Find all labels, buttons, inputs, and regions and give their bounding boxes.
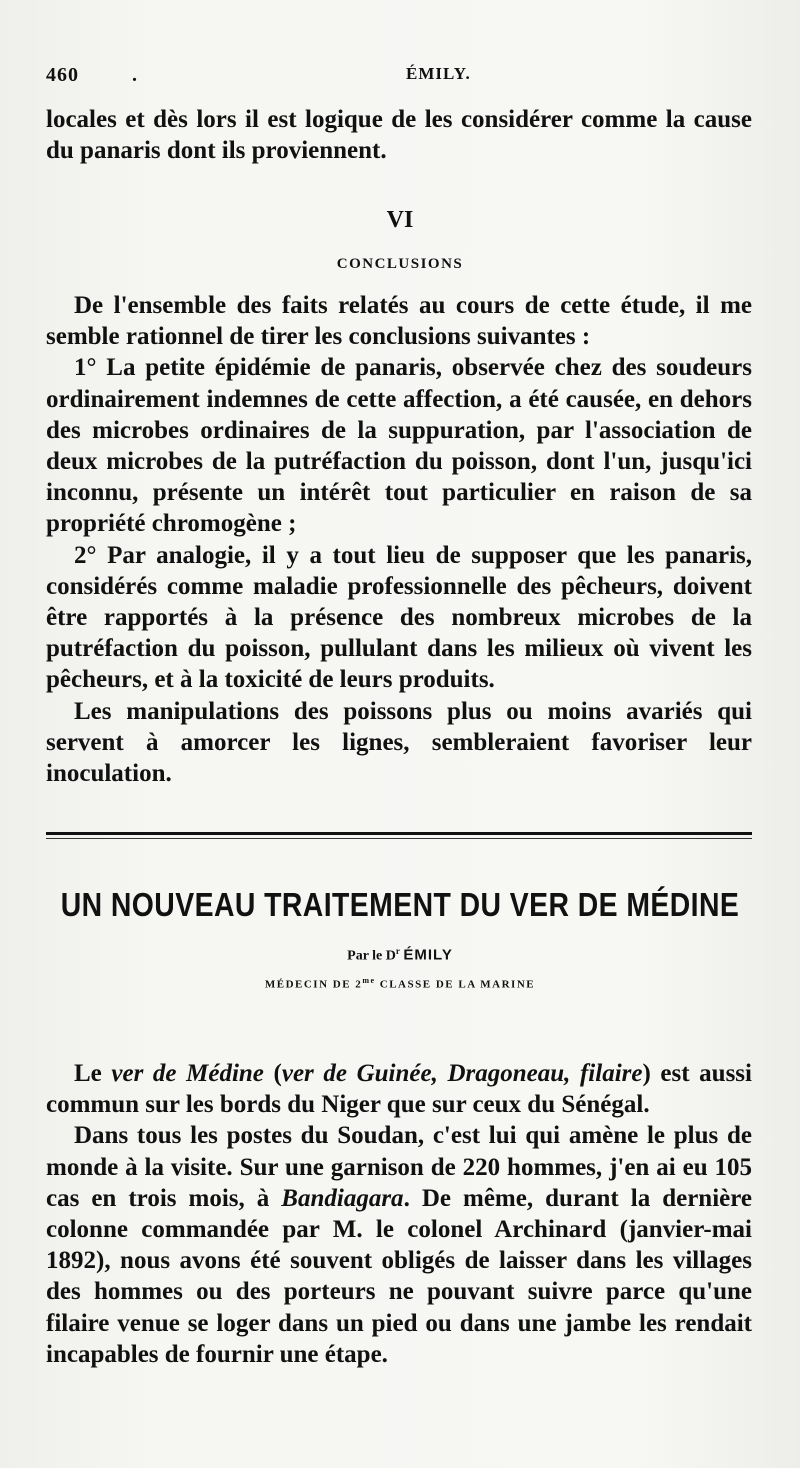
carryover-block [46,104,752,166]
running-head: ÉMILY. [406,64,471,83]
p2-text-a: Dans tous les postes du Soudan, c'est lui qui amène le plus de monde à la visite. Sur une garnison de 220 hommes, j'en ai eu 105 cas en trois mois, à [46,1122,752,1212]
conclusion-item-2: 2° Par analogie, il y a tout lieu de supposer que les panaris, considérés comme maladie professionnelle des pêcheurs, doivent être rapportés à la présence des nombreux microbes de la putréfaction du poisson, pullulant dans les milieux où vivent les pêcheurs, et à la toxicité de leurs produits. [46,541,752,694]
p1-text-a: Le [74,1060,112,1087]
p2-italic-place: Bandiagara [281,1184,404,1212]
page-header [46,64,750,94]
p1-italic-term: ver de Médine [111,1060,264,1087]
byline-title-sup: r [395,946,400,956]
header-separator: . [132,64,137,86]
affiliation-post: CLASSE DE LA MARINE [375,978,536,991]
affiliation-pre: MÉDECIN DE 2 [264,978,363,991]
p2-text-b: . De même, durant la dernière colonne commandée par M. le colonel Archinard (janvier-mai 1892), nous avons été souvent obligés de laisser dans les villages des hommes ou des porteurs ne pouvant suivre parce qu'une filaire venue se loger dans un pied ou dans une jambe les rendait incapables de fournir une étape. [46,1184,752,1368]
conclusions-intro: De l'ensemble des faits relatés au cours de cette étude, il me semble rationnel de tirer les conclusions suivantes : [46,292,752,351]
article-title: UN NOUVEAU TRAITEMENT DU VER DE MÉDINE [60,886,740,923]
article-divider-thick [46,832,752,835]
p1-text-b: ( [263,1060,282,1087]
article-paragraph-1 [46,1058,752,1120]
author-name: ÉMILY [403,946,453,964]
page-number: 460 [46,64,79,86]
article-byline [0,946,800,965]
article-body [46,1058,752,1370]
carryover-paragraph: locales et dès lors il est logique de les considérer comme la cause du panaris dont ils proviennent. [46,106,752,165]
section-number: VI [386,207,414,233]
p1-text-c: ) est aussi commun sur les bords du Niger que sur ceux du Sénégal. [46,1060,752,1119]
conclusion-item-1: 1° La petite épidémie de panaris, observée chez des soudeurs ordinairement indemnes de cette affection, a été causée, en dehors des microbes ordinaires de la suppuration, par l'association de deux microbes de la putréfaction du poisson, dont l'un, jusqu'ici inconnu, présente un intérêt tout particulier en raison de sa propriété chromogène ; [46,354,752,538]
section-title: CONCLUSIONS [336,256,464,272]
author-affiliation [0,976,800,991]
conclusions-closing: Les manipulations des poissons plus ou moins avariés qui servent à amorcer les lignes, sembleraient favoriser leur inoculation. [46,697,752,788]
article-divider-thin [46,838,752,839]
conclusions-body [46,290,752,789]
article-paragraph-2 [46,1120,752,1370]
p1-italic-synonyms: ver de Guinée, Dragoneau, filaire [281,1060,643,1087]
affiliation-sup: me [362,976,376,985]
byline-prefix: Par le D [347,948,396,964]
